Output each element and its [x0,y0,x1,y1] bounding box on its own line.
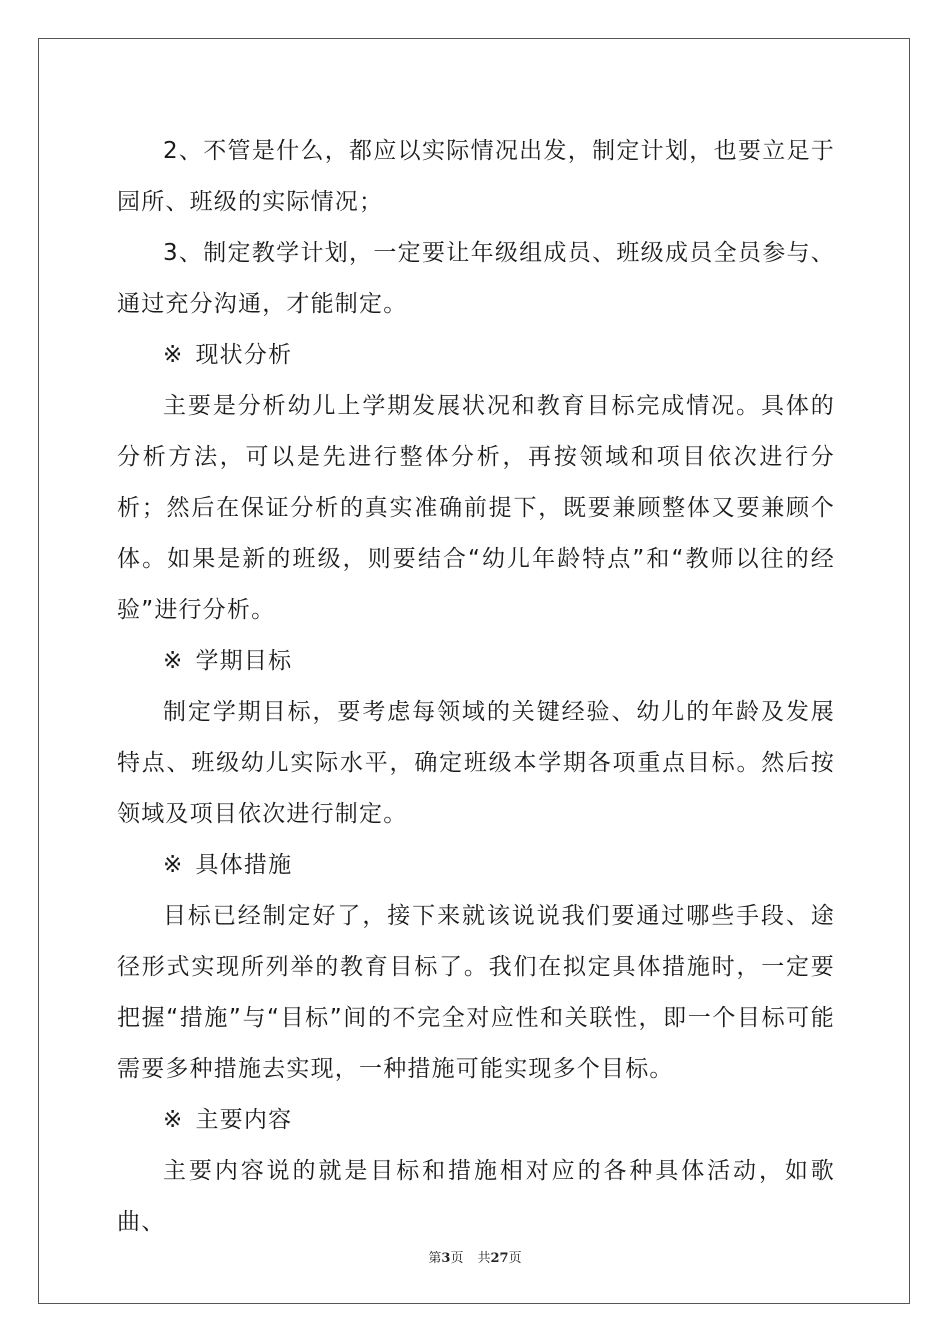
reference-mark-icon: ※ [163,342,184,368]
section-heading-status-analysis [117,330,835,381]
page-suffix: 页 [450,1251,464,1266]
section-heading-measures [117,840,835,891]
paragraph-item-2: 2、不管是什么，都应以实际情况出发，制定计划，也要立足于园所、班级的实际情况； [117,138,835,215]
paragraph-term-goals: 制定学期目标，要考虑每领域的关键经验、幼儿的年龄及发展特点、班级幼儿实际水平，确定班级本学期各项重点目标。然后按领域及项目依次进行制定。 [117,699,835,827]
section-heading-main-content [117,1095,835,1146]
paragraph-main-content: 主要内容说的就是目标和措施相对应的各种具体活动，如歌曲、 [117,1158,835,1235]
section-heading-term-goals [117,636,835,687]
reference-mark-icon: ※ [163,852,184,878]
reference-mark-icon: ※ [163,1107,184,1133]
page-prefix: 第 [428,1251,442,1266]
page-number: 3 [441,1251,451,1266]
section-heading-label: 具体措施 [195,852,293,878]
section-heading-label: 主要内容 [195,1107,293,1133]
paragraph-status-analysis: 主要是分析幼儿上学期发展状况和教育目标完成情况。具体的分析方法，可以是先进行整体分析，再按领域和项目依次进行分析；然后在保证分析的真实准确前提下，既要兼顾整体又要兼顾个体。如果是新的班级，则要结合“幼儿年龄特点”和“教师以往的经验”进行分析。 [117,393,835,623]
section-heading-label: 学期目标 [195,648,293,674]
reference-mark-icon: ※ [163,648,184,674]
total-suffix: 页 [508,1251,522,1266]
total-pages: 27 [490,1251,509,1266]
page-footer [0,1247,950,1266]
paragraph-item-3: 3、制定教学计划，一定要让年级组成员、班级成员全员参与、通过充分沟通，才能制定。 [117,240,835,317]
total-prefix: 共 [477,1251,491,1266]
section-heading-label: 现状分析 [195,342,293,368]
paragraph-measures: 目标已经制定好了，接下来就该说说我们要通过哪些手段、途径形式实现所列举的教育目标了。我们在拟定具体措施时，一定要把握“措施”与“目标”间的不完全对应性和关联性，即一个目标可能需要多种措施去实现，一种措施可能实现多个目标。 [117,903,835,1082]
document-body [117,126,835,1248]
